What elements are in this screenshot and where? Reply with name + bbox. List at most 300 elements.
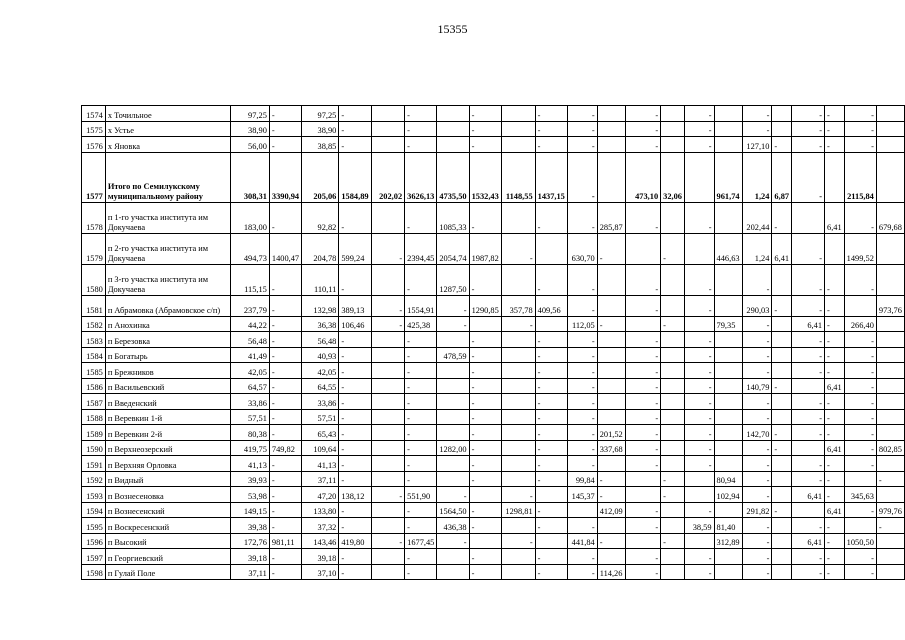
table-cell: - xyxy=(405,121,437,137)
table-cell: - xyxy=(535,564,567,580)
table-cell xyxy=(714,456,742,472)
table-cell: - xyxy=(625,347,660,363)
table-cell xyxy=(772,363,792,379)
table-cell: - xyxy=(792,152,825,202)
table-cell: - xyxy=(269,502,301,518)
table-cell: 981,11 xyxy=(269,533,301,549)
row-number: 1598 xyxy=(82,564,106,580)
table-cell xyxy=(876,456,904,472)
table-cell: 1287,50 xyxy=(437,264,469,295)
table-cell: 36,38 xyxy=(302,316,339,332)
table-cell: 39,93 xyxy=(230,471,269,487)
table-cell: - xyxy=(844,121,876,137)
table-cell: - xyxy=(625,264,660,295)
table-cell: 64,57 xyxy=(230,378,269,394)
table-cell: - xyxy=(269,425,301,441)
settlement-name: Итого по Семилукскому муниципальному району xyxy=(105,152,230,202)
table-cell xyxy=(437,121,469,137)
table-cell: - xyxy=(625,137,660,153)
table-cell xyxy=(437,378,469,394)
table-cell: - xyxy=(405,264,437,295)
table-cell: - xyxy=(792,471,825,487)
row-number: 1579 xyxy=(82,233,106,264)
table-cell: - xyxy=(625,425,660,441)
table-cell: - xyxy=(792,549,825,565)
table-cell: - xyxy=(405,564,437,580)
table-cell: 1400,47 xyxy=(269,233,301,264)
table-cell xyxy=(714,378,742,394)
settlement-name: п Воскресенский xyxy=(105,518,230,534)
row-number: 1593 xyxy=(82,487,106,503)
table-cell: 132,98 xyxy=(302,295,339,316)
table-cell: - xyxy=(339,518,371,534)
table-cell xyxy=(371,378,405,394)
table-cell xyxy=(825,152,845,202)
table-cell: - xyxy=(742,394,772,410)
table-cell: - xyxy=(742,363,772,379)
table-cell: 6,41 xyxy=(825,378,845,394)
table-cell: - xyxy=(269,409,301,425)
table-cell: - xyxy=(661,233,685,264)
table-cell xyxy=(661,518,685,534)
table-cell: 56,48 xyxy=(302,332,339,348)
table-cell xyxy=(437,137,469,153)
table-cell: - xyxy=(625,202,660,233)
table-row xyxy=(82,425,905,441)
table-cell xyxy=(714,347,742,363)
table-cell xyxy=(772,456,792,472)
table-cell xyxy=(876,378,904,394)
table-cell: - xyxy=(469,409,501,425)
table-cell xyxy=(876,363,904,379)
settlement-name: п Абрамовка (Абрамовское с/п) xyxy=(105,295,230,316)
settlement-name: п Высокий xyxy=(105,533,230,549)
table-cell: 41,13 xyxy=(302,456,339,472)
settlement-name: п 2-го участка института им Докучаева xyxy=(105,233,230,264)
table-cell: 33,86 xyxy=(302,394,339,410)
table-cell: 1050,50 xyxy=(844,533,876,549)
table-cell: - xyxy=(792,264,825,295)
table-cell: - xyxy=(792,106,825,122)
table-cell: - xyxy=(535,502,567,518)
table-cell xyxy=(772,121,792,137)
table-cell: 106,46 xyxy=(339,316,371,332)
table-cell: - xyxy=(684,137,714,153)
table-cell: 389,13 xyxy=(339,295,371,316)
table-cell: - xyxy=(469,425,501,441)
page-number: 15355 xyxy=(437,22,468,36)
table-cell: - xyxy=(371,295,405,316)
table-cell xyxy=(597,456,625,472)
table-cell xyxy=(684,316,714,332)
table-cell xyxy=(437,425,469,441)
table-cell xyxy=(501,394,535,410)
table-cell: 42,05 xyxy=(302,363,339,379)
table-cell xyxy=(714,332,742,348)
table-cell: 2115,84 xyxy=(844,152,876,202)
table-cell: 679,68 xyxy=(876,202,904,233)
table-cell: - xyxy=(535,394,567,410)
table-cell: - xyxy=(684,106,714,122)
table-cell xyxy=(535,233,567,264)
table-row xyxy=(82,332,905,348)
table-cell: 291,82 xyxy=(742,502,772,518)
table-cell xyxy=(371,518,405,534)
table-cell: - xyxy=(269,518,301,534)
table-cell: - xyxy=(405,471,437,487)
table-cell: 1677,45 xyxy=(405,533,437,549)
table-cell: - xyxy=(405,378,437,394)
table-cell: - xyxy=(567,347,597,363)
table-cell: - xyxy=(792,564,825,580)
table-cell: 115,15 xyxy=(230,264,269,295)
table-cell: - xyxy=(567,409,597,425)
table-cell: - xyxy=(792,425,825,441)
table-cell: - xyxy=(661,316,685,332)
table-cell: 41,49 xyxy=(230,347,269,363)
table-cell xyxy=(876,152,904,202)
table-cell xyxy=(501,106,535,122)
table-cell xyxy=(371,456,405,472)
settlement-name: п Гулай Поле xyxy=(105,564,230,580)
table-cell: - xyxy=(684,121,714,137)
table-cell: - xyxy=(535,332,567,348)
table-cell: - xyxy=(844,394,876,410)
table-row xyxy=(82,440,905,456)
table-cell: 99,84 xyxy=(567,471,597,487)
table-cell: - xyxy=(792,295,825,316)
table-cell: - xyxy=(469,518,501,534)
table-cell: - xyxy=(684,549,714,565)
table-cell xyxy=(772,564,792,580)
table-cell xyxy=(501,549,535,565)
table-cell: - xyxy=(684,425,714,441)
table-cell: - xyxy=(339,471,371,487)
table-cell: - xyxy=(597,471,625,487)
row-number: 1592 xyxy=(82,471,106,487)
table-cell: - xyxy=(567,137,597,153)
table-cell: 42,05 xyxy=(230,363,269,379)
table-cell: - xyxy=(742,264,772,295)
table-cell: 357,78 xyxy=(501,295,535,316)
table-cell: 312,89 xyxy=(714,533,742,549)
table-cell: - xyxy=(567,456,597,472)
table-cell: - xyxy=(339,347,371,363)
table-cell xyxy=(501,425,535,441)
table-cell xyxy=(501,121,535,137)
table-cell: - xyxy=(469,394,501,410)
settlement-name: п Введенский xyxy=(105,394,230,410)
table-cell: 143,46 xyxy=(302,533,339,549)
table-cell: - xyxy=(684,394,714,410)
table-cell: - xyxy=(269,137,301,153)
table-cell xyxy=(792,440,825,456)
table-row xyxy=(82,502,905,518)
table-cell xyxy=(371,440,405,456)
table-cell xyxy=(661,363,685,379)
table-cell xyxy=(661,502,685,518)
table-cell: - xyxy=(469,471,501,487)
table-cell: 133,80 xyxy=(302,502,339,518)
table-cell: - xyxy=(567,425,597,441)
row-number: 1587 xyxy=(82,394,106,410)
table-cell: - xyxy=(792,332,825,348)
table-cell: - xyxy=(684,502,714,518)
row-number: 1585 xyxy=(82,363,106,379)
table-cell xyxy=(684,152,714,202)
settlement-name: х Устье xyxy=(105,121,230,137)
table-cell: - xyxy=(567,121,597,137)
table-cell: - xyxy=(742,347,772,363)
table-cell: 80,38 xyxy=(230,425,269,441)
table-cell: - xyxy=(269,394,301,410)
table-cell xyxy=(661,347,685,363)
table-cell: - xyxy=(661,471,685,487)
table-cell xyxy=(876,137,904,153)
table-cell: - xyxy=(269,564,301,580)
table-cell: 37,32 xyxy=(302,518,339,534)
table-cell: - xyxy=(844,332,876,348)
table-cell: - xyxy=(625,378,660,394)
table-cell: 1,24 xyxy=(742,152,772,202)
table-cell: - xyxy=(825,332,845,348)
table-row xyxy=(82,564,905,580)
table-cell: - xyxy=(269,264,301,295)
row-number: 1583 xyxy=(82,332,106,348)
table-cell: - xyxy=(535,363,567,379)
table-cell: 183,00 xyxy=(230,202,269,233)
table-cell: - xyxy=(844,409,876,425)
table-cell: - xyxy=(269,456,301,472)
table-row xyxy=(82,106,905,122)
table-cell: 237,79 xyxy=(230,295,269,316)
table-cell: - xyxy=(825,295,845,316)
table-row xyxy=(82,152,905,202)
table-cell xyxy=(371,106,405,122)
table-cell: - xyxy=(405,518,437,534)
table-cell: - xyxy=(844,264,876,295)
table-cell: 40,93 xyxy=(302,347,339,363)
table-cell: - xyxy=(405,332,437,348)
table-cell xyxy=(661,295,685,316)
table-cell: 4735,50 xyxy=(437,152,469,202)
table-cell: - xyxy=(339,549,371,565)
table-cell: - xyxy=(684,264,714,295)
table-row xyxy=(82,378,905,394)
table-cell: - xyxy=(625,121,660,137)
table-cell: - xyxy=(535,409,567,425)
table-row xyxy=(82,121,905,137)
table-cell: - xyxy=(469,502,501,518)
table-cell xyxy=(469,533,501,549)
table-cell xyxy=(714,106,742,122)
table-cell xyxy=(661,394,685,410)
table-cell xyxy=(661,264,685,295)
table-cell: - xyxy=(371,316,405,332)
table-row xyxy=(82,533,905,549)
table-cell xyxy=(772,533,792,549)
table-cell xyxy=(501,471,535,487)
table-cell: - xyxy=(405,549,437,565)
table-cell: 345,63 xyxy=(844,487,876,503)
table-cell: 39,38 xyxy=(230,518,269,534)
table-cell: - xyxy=(684,564,714,580)
table-cell: 92,82 xyxy=(302,202,339,233)
table-cell: - xyxy=(625,518,660,534)
table-cell xyxy=(535,533,567,549)
table-cell: - xyxy=(535,518,567,534)
table-cell: - xyxy=(825,316,845,332)
table-cell xyxy=(876,233,904,264)
table-cell xyxy=(876,425,904,441)
table-cell xyxy=(772,518,792,534)
row-number: 1591 xyxy=(82,456,106,472)
table-cell: - xyxy=(876,518,904,534)
table-cell: - xyxy=(844,378,876,394)
table-cell xyxy=(597,264,625,295)
table-cell xyxy=(714,564,742,580)
table-cell: 140,79 xyxy=(742,378,772,394)
table-row xyxy=(82,518,905,534)
table-cell xyxy=(661,440,685,456)
table-cell: - xyxy=(844,106,876,122)
table-cell xyxy=(371,409,405,425)
table-cell: - xyxy=(405,425,437,441)
table-cell: - xyxy=(625,456,660,472)
table-cell xyxy=(844,518,876,534)
table-cell: - xyxy=(792,394,825,410)
table-cell xyxy=(437,394,469,410)
table-cell xyxy=(437,363,469,379)
table-cell: 6,41 xyxy=(792,316,825,332)
table-cell: - xyxy=(269,295,301,316)
table-cell: - xyxy=(792,456,825,472)
table-cell: - xyxy=(684,332,714,348)
table-cell xyxy=(501,378,535,394)
table-cell: - xyxy=(625,502,660,518)
table-cell xyxy=(661,121,685,137)
table-cell: 6,41 xyxy=(825,202,845,233)
table-cell xyxy=(772,409,792,425)
table-cell: - xyxy=(772,378,792,394)
table-cell: - xyxy=(625,409,660,425)
table-cell: - xyxy=(405,347,437,363)
table-cell: - xyxy=(339,137,371,153)
table-cell: 33,86 xyxy=(230,394,269,410)
table-cell xyxy=(437,549,469,565)
table-cell: 6,41 xyxy=(825,502,845,518)
table-cell: - xyxy=(567,202,597,233)
table-cell xyxy=(714,409,742,425)
table-cell: - xyxy=(405,440,437,456)
table-cell: - xyxy=(339,425,371,441)
row-number: 1597 xyxy=(82,549,106,565)
table-cell: - xyxy=(339,394,371,410)
table-cell: 1987,82 xyxy=(469,233,501,264)
table-cell: 57,51 xyxy=(302,409,339,425)
row-number: 1596 xyxy=(82,533,106,549)
table-cell xyxy=(597,518,625,534)
table-cell: - xyxy=(844,347,876,363)
table-cell: 478,59 xyxy=(437,347,469,363)
table-cell: - xyxy=(742,121,772,137)
table-cell: 1282,00 xyxy=(437,440,469,456)
table-cell: 56,48 xyxy=(230,332,269,348)
table-cell: - xyxy=(684,378,714,394)
table-cell xyxy=(371,332,405,348)
table-cell xyxy=(371,394,405,410)
table-cell: 114,26 xyxy=(597,564,625,580)
table-cell: - xyxy=(792,121,825,137)
table-cell xyxy=(772,332,792,348)
settlement-name: п Анохинка xyxy=(105,316,230,332)
table-cell xyxy=(661,549,685,565)
table-cell: - xyxy=(469,378,501,394)
table-cell: 65,43 xyxy=(302,425,339,441)
table-cell: 1554,91 xyxy=(405,295,437,316)
table-cell xyxy=(792,202,825,233)
table-cell xyxy=(714,363,742,379)
table-row xyxy=(82,233,905,264)
settlement-name: п Верхнеозерский xyxy=(105,440,230,456)
table-cell: 337,68 xyxy=(597,440,625,456)
table-cell: - xyxy=(772,502,792,518)
table-cell: 3626,13 xyxy=(405,152,437,202)
table-cell: - xyxy=(742,456,772,472)
table-cell: - xyxy=(339,564,371,580)
table-cell xyxy=(535,487,567,503)
table-cell xyxy=(597,363,625,379)
table-cell xyxy=(661,202,685,233)
table-cell: - xyxy=(825,518,845,534)
table-cell: 6,41 xyxy=(772,233,792,264)
table-cell: - xyxy=(742,564,772,580)
table-cell: 266,40 xyxy=(844,316,876,332)
table-cell: 81,40 xyxy=(714,518,742,534)
table-cell: 290,03 xyxy=(742,295,772,316)
settlement-name: п Видный xyxy=(105,471,230,487)
table-cell: - xyxy=(269,121,301,137)
table-cell: - xyxy=(825,347,845,363)
table-cell: 44,22 xyxy=(230,316,269,332)
data-table xyxy=(81,105,905,580)
table-cell: - xyxy=(792,347,825,363)
table-cell: - xyxy=(597,533,625,549)
table-cell: - xyxy=(567,564,597,580)
table-cell xyxy=(371,549,405,565)
table-cell: - xyxy=(742,471,772,487)
table-cell: - xyxy=(469,202,501,233)
table-cell xyxy=(597,394,625,410)
table-cell: - xyxy=(469,363,501,379)
row-number: 1584 xyxy=(82,347,106,363)
table-cell: - xyxy=(405,106,437,122)
table-cell: - xyxy=(625,295,660,316)
table-cell: - xyxy=(339,456,371,472)
table-cell: - xyxy=(684,347,714,363)
row-number: 1576 xyxy=(82,137,106,153)
table-cell: 39,18 xyxy=(230,549,269,565)
table-cell: - xyxy=(535,121,567,137)
table-cell: - xyxy=(742,533,772,549)
table-cell: 57,51 xyxy=(230,409,269,425)
row-number: 1590 xyxy=(82,440,106,456)
table-cell: - xyxy=(772,440,792,456)
table-cell xyxy=(501,440,535,456)
row-number: 1580 xyxy=(82,264,106,295)
table-cell xyxy=(597,106,625,122)
table-cell: 419,75 xyxy=(230,440,269,456)
